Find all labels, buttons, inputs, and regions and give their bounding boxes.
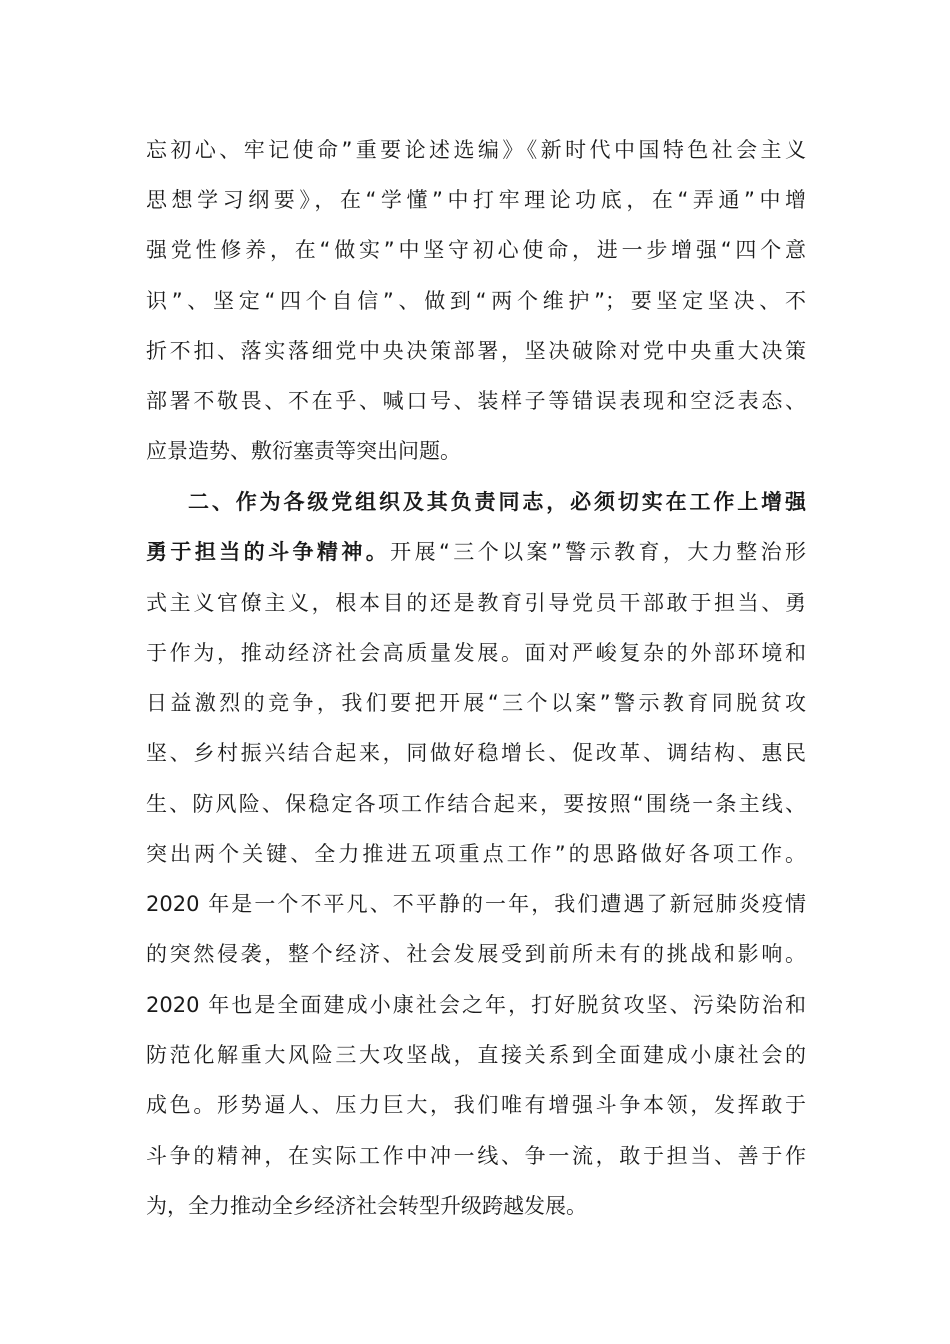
text-line: 强党性修养，在“做实”中坚守初心使命，进一步增强“四个意 bbox=[146, 238, 806, 262]
text-line: 突出两个关键、全力推进五项重点工作”的思路做好各项工作。 bbox=[146, 842, 806, 866]
text-line: 斗争的精神，在实际工作中冲一线、争一流，敢于担当、善于作 bbox=[146, 1144, 806, 1168]
section-heading-continued: 勇于担当的斗争精神。 bbox=[146, 540, 391, 564]
text-line: 的突然侵袭，整个经济、社会发展受到前所未有的挑战和影响。 bbox=[146, 942, 806, 966]
text-line: 式主义官僚主义，根本目的还是教育引导党员干部敢于担当、勇 bbox=[146, 591, 806, 615]
text-line: 坚、乡村振兴结合起来，同做好稳增长、促改革、调结构、惠民 bbox=[146, 741, 806, 765]
text-line: 于作为，推动经济社会高质量发展。面对严峻复杂的外部环境和 bbox=[146, 641, 806, 665]
text-line: 部署不敬畏、不在乎、喊口号、装样子等错误表现和空泛表态、 bbox=[146, 389, 806, 413]
text-line: 日益激烈的竞争，我们要把开展“三个以案”警示教育同脱贫攻 bbox=[146, 691, 806, 715]
text-line: 2020 年也是全面建成小康社会之年，打好脱贫攻坚、污染防治和 bbox=[146, 993, 806, 1017]
text-line: 折不扣、落实落细党中央决策部署，坚决破除对党中央重大决策 bbox=[146, 339, 806, 363]
text-run: 开展“三个以案”警示教育，大力整治形 bbox=[390, 540, 807, 564]
text-line: 应景造势、敷衍塞责等突出问题。 bbox=[146, 439, 461, 463]
text-line: 2020 年是一个不平凡、不平静的一年，我们遭遇了新冠肺炎疫情 bbox=[146, 892, 806, 916]
text-line: 识”、坚定“四个自信”、做到“两个维护”；要坚定坚决、不 bbox=[146, 289, 806, 313]
text-line: 成色。形势逼人、压力巨大，我们唯有增强斗争本领，发挥敢于 bbox=[146, 1093, 806, 1117]
text-line: 为，全力推动全乡经济社会转型升级跨越发展。 bbox=[146, 1194, 587, 1218]
text-line: 防范化解重大风险三大攻坚战，直接关系到全面建成小康社会的 bbox=[146, 1043, 806, 1067]
text-line bbox=[146, 537, 806, 567]
text-line: 忘初心、牢记使命”重要论述选编》《新时代中国特色社会主义 bbox=[146, 138, 806, 162]
section-heading: 二、作为各级党组织及其负责同志，必须切实在工作上增强 bbox=[188, 490, 806, 514]
text-line: 思想学习纲要》，在“学懂”中打牢理论功底，在“弄通”中增 bbox=[146, 188, 806, 212]
text-line: 生、防风险、保稳定各项工作结合起来，要按照“围绕一条主线、 bbox=[146, 792, 806, 816]
